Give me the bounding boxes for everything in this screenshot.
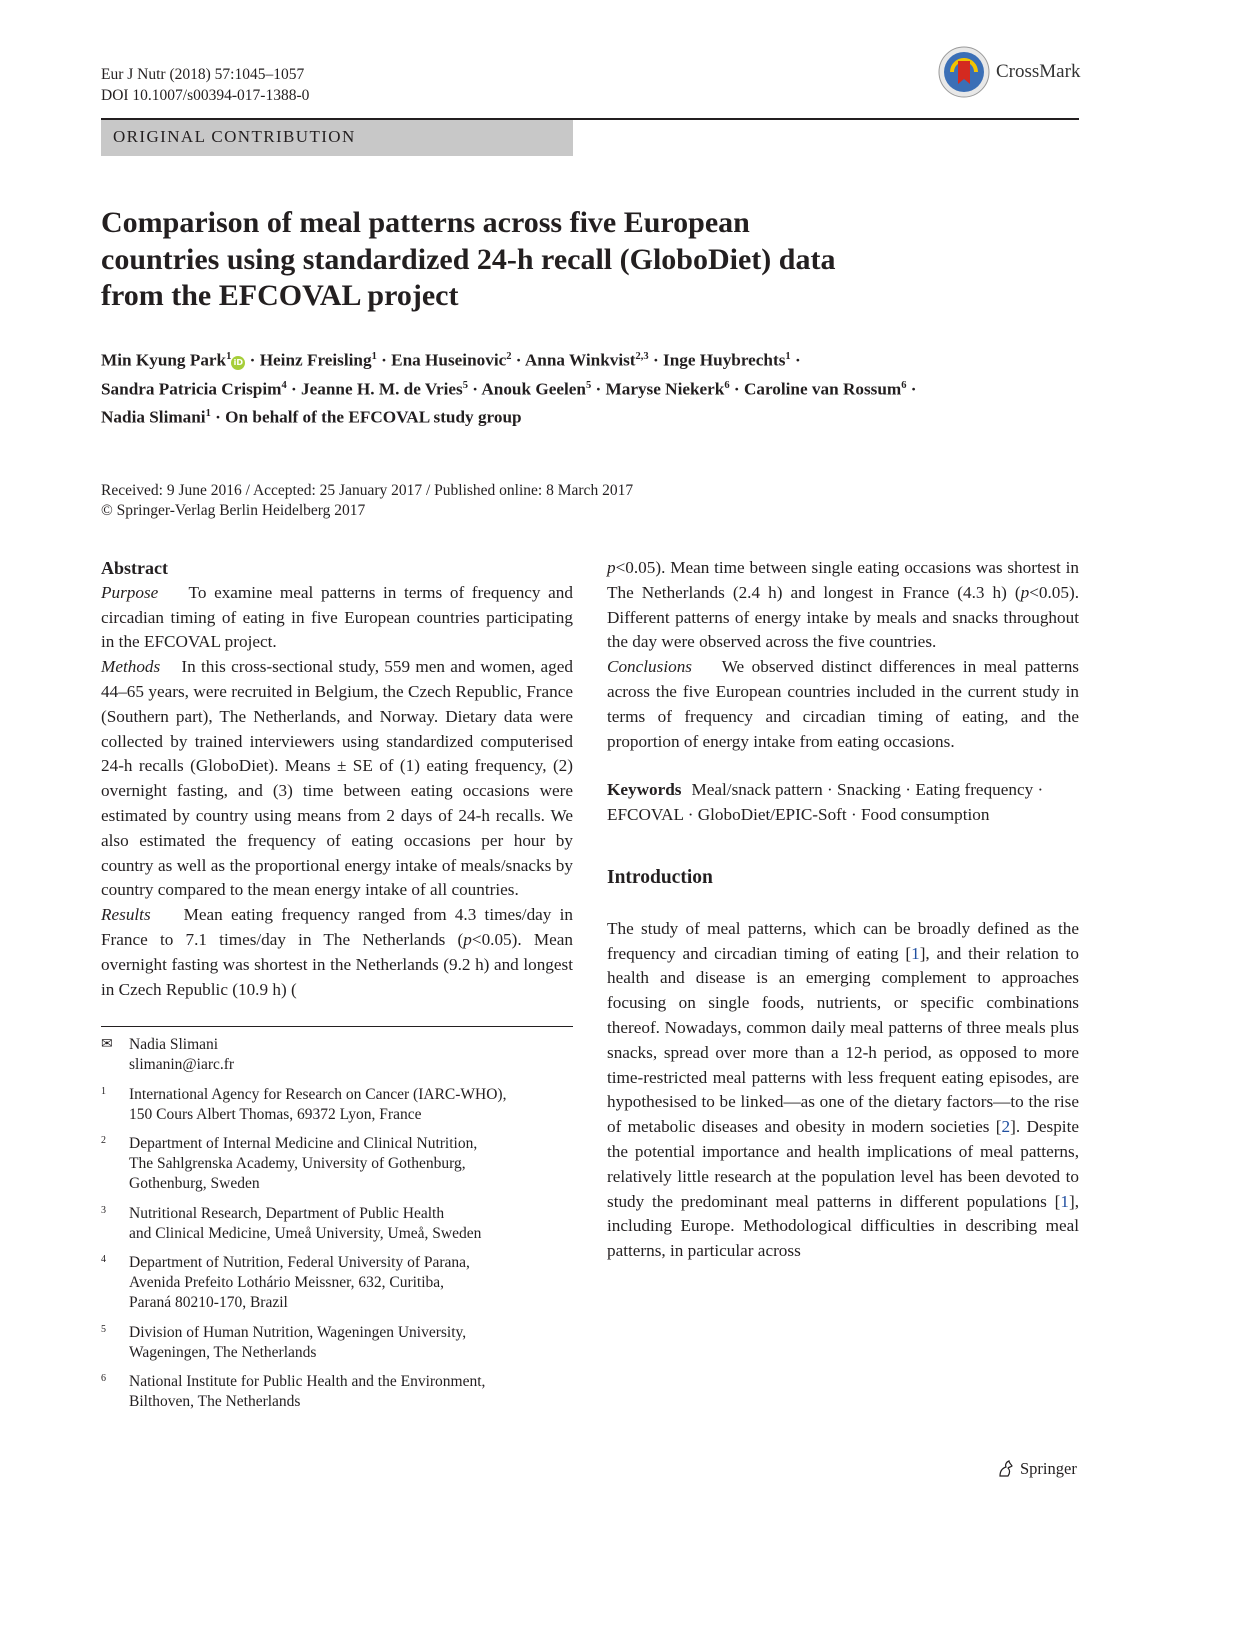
author-affiliation: 6 — [901, 379, 907, 391]
footnote-rule — [101, 1026, 573, 1027]
author-affiliation: 1 — [785, 351, 791, 362]
author-name[interactable]: Sandra Patricia Crispim — [101, 379, 282, 399]
section-label: ORIGINAL CONTRIBUTION — [113, 127, 356, 146]
affiliation-line: and Clinical Medicine, Umeå University, Umeå, Sweden — [129, 1224, 482, 1242]
abstract-conclusions — [607, 655, 1079, 754]
envelope-icon: ✉ — [101, 1037, 113, 1052]
correspondence-email[interactable]: slimanin@iarc.fr — [129, 1056, 235, 1073]
keywords-block — [607, 778, 1079, 828]
results-text: <0.05). Mean time between single eating occasions was shortest in The Netherlands (2.4 h) and longest in France (4.3 h) ( — [607, 558, 1079, 602]
abstract-purpose — [101, 581, 573, 655]
p-symbol: p — [1020, 582, 1030, 602]
affiliation-line: Bilthoven, The Netherlands — [129, 1393, 301, 1410]
article-title — [101, 205, 1001, 315]
affiliation-line: National Institute for Public Health and the Environment, — [129, 1373, 486, 1390]
title-line-1: Comparison of meal patterns across five European — [101, 206, 750, 239]
author-line-1: Min Kyung Park$^1$iD · Heinz Freisling$^1$ · Ena Huseinovic$^2$ · Anna Winkvist$^{2,3}$ · Inge Huybrechts$^1$ · — [101, 350, 801, 370]
right-column — [607, 556, 1079, 1264]
affiliation-line: Wageningen, The Netherlands — [129, 1343, 317, 1361]
p-symbol: p — [463, 929, 472, 949]
abstract-results-cont — [607, 556, 1079, 655]
affiliation-line: 150 Cours Albert Thomas, 69372 Lyon, France — [129, 1105, 422, 1123]
author-line-3: Nadia Slimani$^1$ · On behalf of the EFCOVAL study group — [101, 408, 522, 428]
author-group: On behalf of the EFCOVAL study group — [225, 408, 522, 428]
author-affiliation: 5 — [462, 379, 468, 391]
author-affiliation: 5 — [585, 379, 592, 391]
affiliation-number: 5 — [101, 1323, 106, 1335]
affiliation-line: Department of Nutrition, Federal University of Parana, — [129, 1254, 470, 1271]
affiliation-number: 4 — [101, 1254, 106, 1265]
keywords-text: Meal/snack pattern · Snacking · Eating frequency · EFCOVAL · GloboDiet/EPIC-Soft · Food consumption — [607, 780, 1044, 825]
citation-link[interactable]: 1 — [911, 943, 920, 963]
author-name[interactable]: Anna Winkvist — [524, 350, 636, 370]
affiliation — [101, 1204, 573, 1244]
author-name[interactable]: Ena Huseinovic — [391, 350, 507, 370]
citation-link[interactable]: 2 — [1001, 1117, 1011, 1137]
crossmark-icon — [938, 46, 990, 98]
affiliation-line: Department of Internal Medicine and Clinical Nutrition, — [129, 1135, 478, 1152]
journal-info — [101, 64, 309, 106]
footnotes — [101, 1035, 573, 1422]
affiliation — [101, 1134, 573, 1194]
introduction-text — [607, 917, 1079, 1264]
affiliation-number: 3 — [101, 1204, 106, 1216]
affiliation — [101, 1372, 573, 1412]
correspondence — [101, 1035, 573, 1075]
intro-text: ], and their relation to health and disease is an emerging complement to approaches focusing on single foods, nutrients, or specific combinations thereof. Nowadays, common daily meal patterns of three meals plus snacks, spread over more than a 12-h period, as opposed to more time-restricted meal patterns with less frequent eating episodes, are hypothesised to be linked—as one of the dietary factors—to the rise of metabolic diseases and obesity in modern societies [ — [607, 943, 1079, 1137]
affiliation — [101, 1253, 573, 1313]
section-band — [101, 120, 573, 156]
purpose-text: To examine meal patterns in terms of frequency and circadian timing of eating in five European countries participating in the EFCOVAL project. — [101, 582, 573, 652]
results-text: <0.05). Mean overnight fasting was shortest in the Netherlands (9.2 h) and longest in Czech Republic (10.9 h) ( — [101, 929, 573, 999]
abstract-column — [101, 556, 573, 1002]
author-affiliation: 2 — [506, 351, 512, 362]
results-label: Results — [101, 905, 151, 925]
title-line-2: countries using standardized 24-h recall (GloboDiet) data — [101, 242, 836, 276]
introduction-heading: Introduction — [607, 866, 713, 888]
author-name[interactable]: Jeanne H. M. de Vries — [301, 379, 463, 399]
author-affiliation: 1 — [226, 351, 232, 362]
affiliation-line: The Sahlgrenska Academy, University of Gothenburg, — [129, 1155, 466, 1172]
springer-horse-icon — [996, 1459, 1016, 1479]
dates-line: Received: 9 June 2016 / Accepted: 25 January 2017 / Published online: 8 March 2017 — [101, 482, 634, 499]
citation-link[interactable]: 1 — [1060, 1191, 1069, 1211]
author-affiliation: 2,3 — [635, 351, 649, 362]
intro-text: ], including Europe. Methodological difficulties in describing meal patterns, in particular across — [607, 1191, 1079, 1261]
journal-citation: Eur J Nutr (2018) 57:1045–1057 — [101, 66, 305, 83]
copyright-line: © Springer-Verlag Berlin Heidelberg 2017 — [101, 502, 366, 519]
affiliation — [101, 1085, 573, 1125]
author-affiliation: 6 — [724, 379, 730, 391]
affiliation-line: Paraná 80210-170, Brazil — [129, 1294, 288, 1311]
publisher-label: Springer — [1020, 1459, 1077, 1478]
author-affiliation: 1 — [205, 408, 211, 420]
affiliation — [101, 1323, 573, 1363]
conclusions-label: Conclusions — [607, 657, 692, 677]
methods-text: In this cross-sectional study, 559 men and women, aged 44–65 years, were recruited in Belgium, the Czech Republic, France (Southern part), The Netherlands, and Norway. Dietary data were collected by trained interviewers using standardized computerised 24-h recalls (GloboDiet). Means ± SE of (1) eating frequency, (2) overnight fasting, and (3) time between eating occasions were estimated by country using means from 2 days of 24-h recalls. We also estimated the frequency of eating occasions per hour by country as well as the proportional energy intake of meals/snacks by country compared to the mean energy intake of all countries. — [101, 657, 573, 900]
author-name[interactable]: Inge Huybrechts — [663, 350, 786, 370]
author-name[interactable]: Maryse Niekerk — [605, 379, 725, 399]
author-affiliation: 1 — [371, 351, 377, 362]
affiliation-line: Nutritional Research, Department of Public Health — [129, 1204, 445, 1222]
intro-text: The study of meal patterns, which can be broadly defined as the frequency and circadian timing of eating [ — [607, 918, 1079, 963]
author-name[interactable]: Min Kyung Park — [101, 350, 227, 370]
crossmark-label: CrossMark — [996, 61, 1081, 82]
conclusions-text: We observed distinct differences in meal patterns across the five European countries included in the current study in terms of frequency and circadian timing of eating, and the proportion of energy intake from eating occasions. — [607, 657, 1079, 751]
intro-text: ]. Despite the potential importance and health implications of meal patterns, relatively little research at the population level has been devoted to study the predominant meal patterns in different populations [ — [607, 1117, 1079, 1211]
author-name[interactable]: Caroline van Rossum — [743, 379, 902, 399]
correspondence-name: Nadia Slimani — [129, 1036, 219, 1053]
results-text: Mean eating frequency ranged from 4.3 times/day in France to 7.1 times/day in The Netherlands ( — [101, 905, 573, 949]
results-text: <0.05). Different patterns of energy intake by meals and snacks throughout the day were observed across the five countries. — [607, 582, 1079, 652]
author-name[interactable]: Nadia Slimani — [101, 408, 206, 428]
affiliation-number: 1 — [101, 1085, 106, 1097]
journal-doi: DOI 10.1007/s00394-017-1388-0 — [101, 87, 310, 104]
affiliation-line: Gothenburg, Sweden — [129, 1175, 260, 1192]
affiliation-line: Division of Human Nutrition, Wageningen University, — [129, 1323, 467, 1341]
abstract-methods — [101, 655, 573, 903]
affiliation-line: Avenida Prefeito Lothário Meissner, 632, Curitiba, — [129, 1274, 445, 1291]
purpose-label: Purpose — [101, 582, 159, 602]
publisher-logo — [996, 1459, 1077, 1479]
affiliation-line: International Agency for Research on Cancer (IARC-WHO), — [129, 1085, 507, 1103]
affiliation-number: 6 — [101, 1373, 106, 1384]
author-affiliation: 4 — [281, 379, 287, 391]
p-symbol: p — [607, 558, 616, 577]
author-name[interactable]: Anouk Geelen — [481, 379, 586, 399]
author-line-2: Sandra Patricia Crispim$^4$ · Jeanne H. M. de Vries$^5$ · Anouk Geelen$^5$ · Maryse Niekerk$^6$ · Caroline van Rossum$^6$ · — [101, 379, 917, 399]
orcid-icon[interactable]: iD — [231, 356, 245, 370]
publication-dates — [101, 481, 633, 521]
author-name[interactable]: Heinz Freisling — [259, 350, 372, 370]
title-line-3: from the EFCOVAL project — [101, 279, 459, 312]
author-list — [101, 344, 1091, 430]
methods-label: Methods — [101, 657, 161, 677]
keywords-label: Keywords — [607, 780, 682, 800]
abstract-results-start — [101, 903, 573, 1002]
abstract-heading: Abstract — [101, 558, 168, 578]
affiliation-number: 2 — [101, 1135, 106, 1146]
crossmark-badge[interactable] — [938, 46, 1080, 98]
